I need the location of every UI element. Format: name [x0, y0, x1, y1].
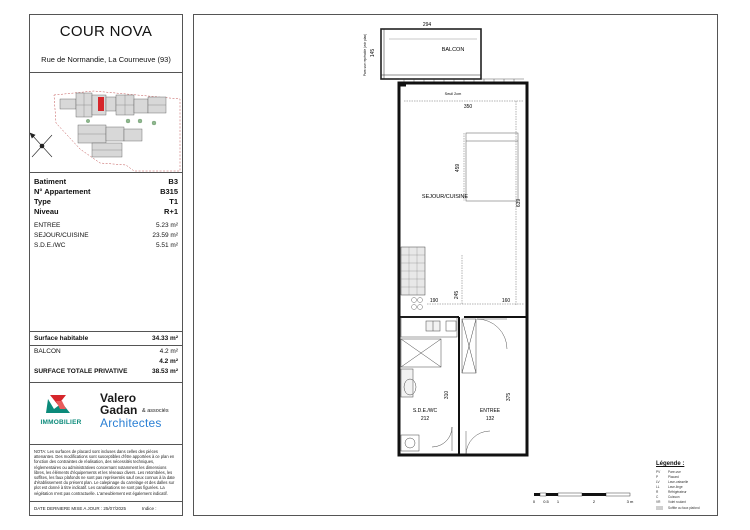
floor-plan-drawing — [194, 15, 717, 515]
dim-sejour-width: 350 — [463, 104, 473, 110]
door-swing — [477, 319, 507, 349]
balcony — [363, 22, 481, 79]
divider — [30, 345, 182, 346]
room-label: SEJOUR/CUISINE — [34, 232, 89, 239]
balcon-label: BALCON — [34, 348, 61, 355]
bed — [466, 133, 518, 201]
spec-value: R+1 — [164, 207, 178, 216]
surface-totale-row — [34, 368, 178, 377]
legend-extra — [656, 506, 716, 511]
note-text: NOTA: Les surfaces de placard sont incluses dans celles des pièces attenantes. Des modifications sont susceptibles d'être apportées à ce plan en fonction des contraintes de réalisation, des nécessités techniques, réglementaires ou administratives concernant notamment les dimensions libres, les éléments d'équipements et les réseaux divers. Les retombées, les soffites, les faux plafonds ne sont pas représentés sauf ceux connus à la date d'établissement du présent plan. Le calepinage du carrelage et des dalles sur plot est donné à titre indicatif. Les canalisations ne sont pas figurées. La végétation n'est pas contractuelle. L'ameublement est également indicatif. — [34, 449, 175, 496]
kitchen-cabinets — [401, 317, 457, 337]
legend-desc: Soffite ou faux plafond — [668, 506, 700, 510]
surface-habitable-label: Surface habitable — [34, 335, 89, 342]
legend-item — [656, 500, 716, 505]
architect-name-2: Gadan — [100, 403, 138, 417]
annex-total-value: 4.2 m² — [159, 358, 178, 365]
divider — [30, 331, 182, 332]
architect-logo — [100, 391, 180, 439]
dim-bed-depth: 459 — [455, 163, 461, 173]
scale-tick-1: 0.5 — [543, 499, 549, 504]
dim-entree-width: 132 — [485, 416, 495, 422]
scale-tick-4: 3 m — [626, 499, 634, 504]
architect-name-3: Architectes — [100, 416, 162, 430]
apartment-highlight — [98, 97, 104, 111]
room-row-entree — [34, 222, 178, 231]
entrance-door — [466, 431, 490, 455]
project-title: COUR NOVA — [59, 23, 153, 40]
legend — [656, 461, 716, 511]
dim-kitchen-depth: 245 — [454, 290, 460, 300]
legend-code: LV — [656, 480, 660, 484]
dim-entree-depth: 375 — [506, 392, 512, 402]
room-value: 23.59 m² — [152, 232, 178, 239]
legend-desc: Placard — [668, 475, 679, 479]
scale-tick-2: 1 — [556, 499, 560, 504]
scale-tick-3: 2 — [592, 499, 596, 504]
partition-walls — [399, 317, 527, 455]
kitchen-dimension-lines — [427, 255, 524, 304]
note-block — [30, 445, 182, 501]
bank-logo-icon — [36, 391, 86, 419]
surface-totale-value: 38.53 m² — [151, 368, 178, 375]
legend-code: P — [656, 475, 659, 479]
spec-label: N° Appartement — [34, 187, 91, 196]
dim-kitchen-w1: 190 — [429, 298, 439, 304]
dim-sde-width: 212 — [420, 416, 430, 422]
spec-value: B315 — [160, 187, 178, 196]
project-address: Rue de Normandie, La Courneuve (93) — [41, 55, 171, 64]
legend-desc: Volet roulant — [668, 500, 686, 504]
room-label-sde: S.D.E./WC — [412, 408, 438, 414]
spec-value: B3 — [168, 177, 178, 186]
legend-desc: Pare-vue — [668, 470, 681, 474]
footer-block — [30, 501, 182, 515]
surface-habitable-value: 34.33 m² — [151, 335, 178, 342]
room-label-entree: ENTREE — [479, 408, 501, 414]
floor-plan-panel — [193, 14, 718, 516]
title-block — [30, 15, 182, 73]
spec-label: Type — [34, 197, 51, 206]
legend-code: C — [656, 495, 659, 499]
site-plan-drawing — [30, 73, 182, 173]
bank-logo — [36, 391, 86, 439]
totals-block — [30, 331, 182, 383]
wardrobe — [462, 319, 476, 373]
legend-swatch — [656, 506, 663, 510]
legend-code: LL — [656, 485, 660, 489]
kitchen-counter — [401, 247, 425, 310]
site-plan — [30, 73, 182, 173]
legend-code: PV — [656, 470, 661, 474]
architect-name-1: Valero — [100, 391, 137, 405]
legend-code: R — [656, 490, 659, 494]
scale-tick-0: 0 — [532, 499, 536, 504]
info-column — [29, 14, 183, 516]
legend-desc: Cuisson — [668, 495, 680, 499]
dim-sejour-depth: 639 — [516, 198, 522, 208]
legend-code: VR — [656, 500, 661, 504]
legend-desc: Lave-linge — [668, 485, 683, 489]
balcon-value: 4.2 m² — [159, 348, 178, 355]
spec-row-appartement — [34, 187, 178, 196]
logos-block — [30, 383, 182, 445]
room-row-sde — [34, 242, 178, 251]
balcon-row — [34, 348, 178, 357]
room-label-sejour: SEJOUR/CUISINE — [421, 194, 469, 200]
spec-row-batiment — [34, 177, 178, 186]
spec-row-type — [34, 197, 178, 206]
dim-balcon-depth: 145 — [370, 48, 376, 58]
spec-label: Batiment — [34, 177, 67, 186]
room-label: ENTREE — [34, 222, 61, 229]
garde-corps-note: Pare-vue repérable (voir plan) — [363, 33, 367, 77]
spec-label: Niveau — [34, 207, 59, 216]
annex-total-row — [34, 358, 178, 367]
spec-row-niveau — [34, 207, 178, 216]
dim-kitchen-w2: 160 — [501, 298, 511, 304]
legend-desc: Réfrigérateur — [668, 490, 687, 494]
dim-balcon-width: 294 — [422, 22, 432, 28]
surface-totale-label: SURFACE TOTALE PRIVATIVE — [34, 368, 128, 375]
legend-title: Légende : — [656, 461, 685, 467]
legend-desc: Lave-vaisselle — [668, 480, 689, 484]
bank-name: IMMOBILIER — [40, 419, 82, 426]
scale-bar — [533, 493, 634, 504]
compass-icon — [30, 133, 52, 157]
room-value: 5.23 m² — [155, 222, 178, 229]
room-label: S.D.E./WC — [34, 242, 66, 249]
room-value: 5.51 m² — [155, 242, 178, 249]
update-date: DATE DERNIERE MISE A JOUR : 25/07/2025 — [34, 506, 126, 511]
dim-sde-depth: 310 — [444, 390, 450, 400]
seuil-note: Seuil 2cm — [444, 92, 462, 96]
room-row-sejour — [34, 232, 178, 241]
spec-value: T1 — [169, 197, 178, 206]
architect-assoc: & associés — [142, 408, 169, 414]
surface-habitable-row — [34, 335, 178, 344]
room-label-balcon: BALCON — [441, 47, 465, 53]
revision-index: Indice : — [142, 506, 157, 511]
